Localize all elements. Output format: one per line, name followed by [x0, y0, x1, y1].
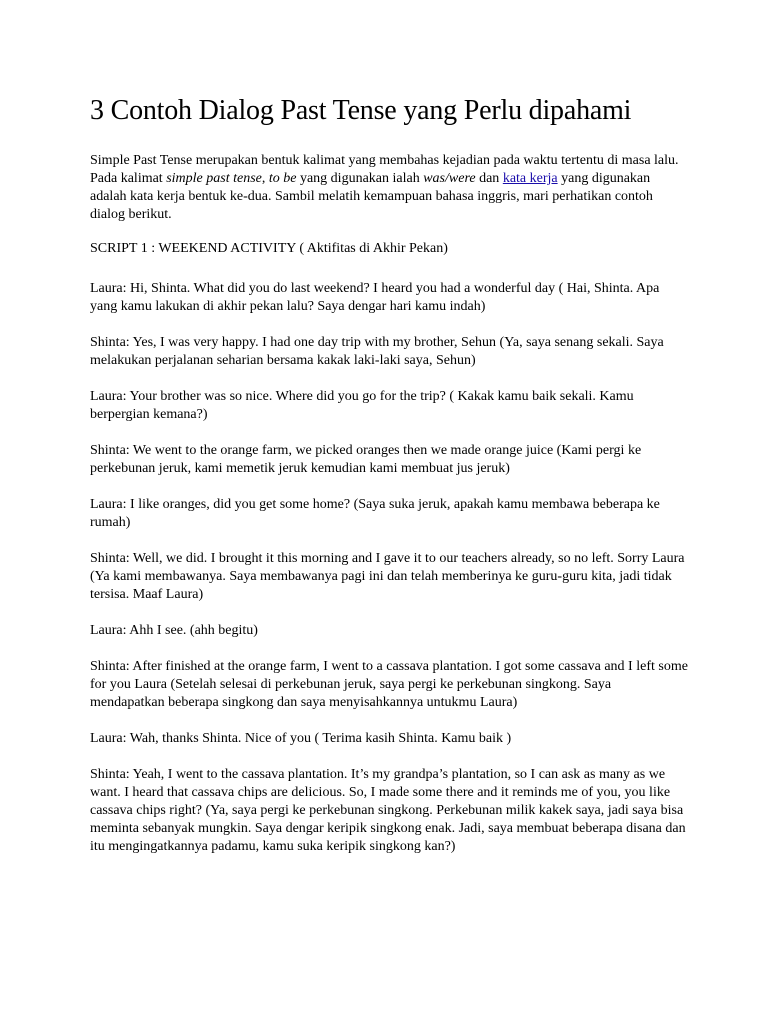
kata-kerja-link[interactable]: kata kerja: [502, 171, 558, 186]
dialog-line: Laura: Wah, thanks Shinta. Nice of you ( Terima kasih Shinta. Kamu baik ): [90, 731, 512, 746]
script-heading: SCRIPT 1 : WEEKEND ACTIVITY ( Aktifitas di Akhir Pekan): [90, 241, 448, 256]
intro-italic-1: simple past tense: [166, 171, 262, 186]
dialog-line: Laura: Hi, Shinta. What did you do last weekend? I heard you had a wonderful day ( Hai, Shinta. Apa yang kamu lakukan di akhir pekan lalu? Saya dengar hari kamu indah): [90, 281, 660, 314]
intro-text-2: ,: [261, 171, 269, 186]
intro-italic-3: was/were: [423, 171, 476, 186]
intro-text-5: yang digunakan adalah kata kerja bentuk ke-dua. Sambil melatih kemampuan bahasa inggris, mari perhatikan contoh dialog berikut.: [90, 171, 653, 222]
intro-text-3: yang digunakan ialah: [296, 171, 424, 186]
dialog-line: Shinta: Yes, I was very happy. I had one day trip with my brother, Sehun (Ya, saya senang sekali. Saya melakukan perjalanan seharian bersama kakak laki-laki saya, Sehun): [90, 335, 664, 368]
page-title: 3 Contoh Dialog Past Tense yang Perlu dipahami: [90, 95, 632, 126]
dialog-line: Shinta: Well, we did. I brought it this morning and I gave it to our teachers already, so no left. Sorry Laura (Ya kami membawanya. Saya membawanya pagi ini dan telah memberinya ke guru-guru kita, jadi tidak tersisa. Maaf Laura): [90, 551, 685, 602]
intro-italic-2: to be: [268, 171, 297, 186]
intro-text-1: Simple Past Tense merupakan bentuk kalimat yang membahas kejadian pada waktu tertentu di masa lalu. Pada kalimat: [90, 153, 679, 186]
intro-text-4: dan: [475, 171, 503, 186]
dialog-line: Laura: I like oranges, did you get some home? (Saya suka jeruk, apakah kamu membawa beberapa ke rumah): [90, 497, 660, 530]
dialog-line: Shinta: We went to the orange farm, we picked oranges then we made orange juice (Kami pergi ke perkebunan jeruk, kami memetik jeruk kemudian kami membuat jus jeruk): [90, 443, 642, 476]
dialog-line: Shinta: Yeah, I went to the cassava plantation. It’s my grandpa’s plantation, so I can ask as many as we want. I heard that cassava chips are delicious. So, I made some there and it reminds me of you, you like cassava chips right? (Ya, saya pergi ke perkebunan singkong. Perkebunan milik kakek saya, jadi saya bisa meminta sebanyak mungkin. Saya dengar keripik singkong enak. Jadi, saya membuat beberapa disana dan itu mengingatkannya padamu, kamu suka keripik singkong kan?): [90, 767, 686, 854]
intro-paragraph: [90, 152, 688, 224]
dialog-line: Shinta: After finished at the orange farm, I went to a cassava plantation. I got some cassava and I left some for you Laura (Setelah selesai di perkebunan jeruk, saya pergi ke perkebunan singkong. Saya mendapatkan beberapa singkong dan saya menyisahkannya untukmu Laura): [90, 659, 688, 710]
dialog-line: Laura: Your brother was so nice. Where did you go for the trip? ( Kakak kamu baik sekali. Kamu berpergian kemana?): [90, 389, 634, 422]
dialog-line: Laura: Ahh I see. (ahh begitu): [90, 623, 258, 638]
